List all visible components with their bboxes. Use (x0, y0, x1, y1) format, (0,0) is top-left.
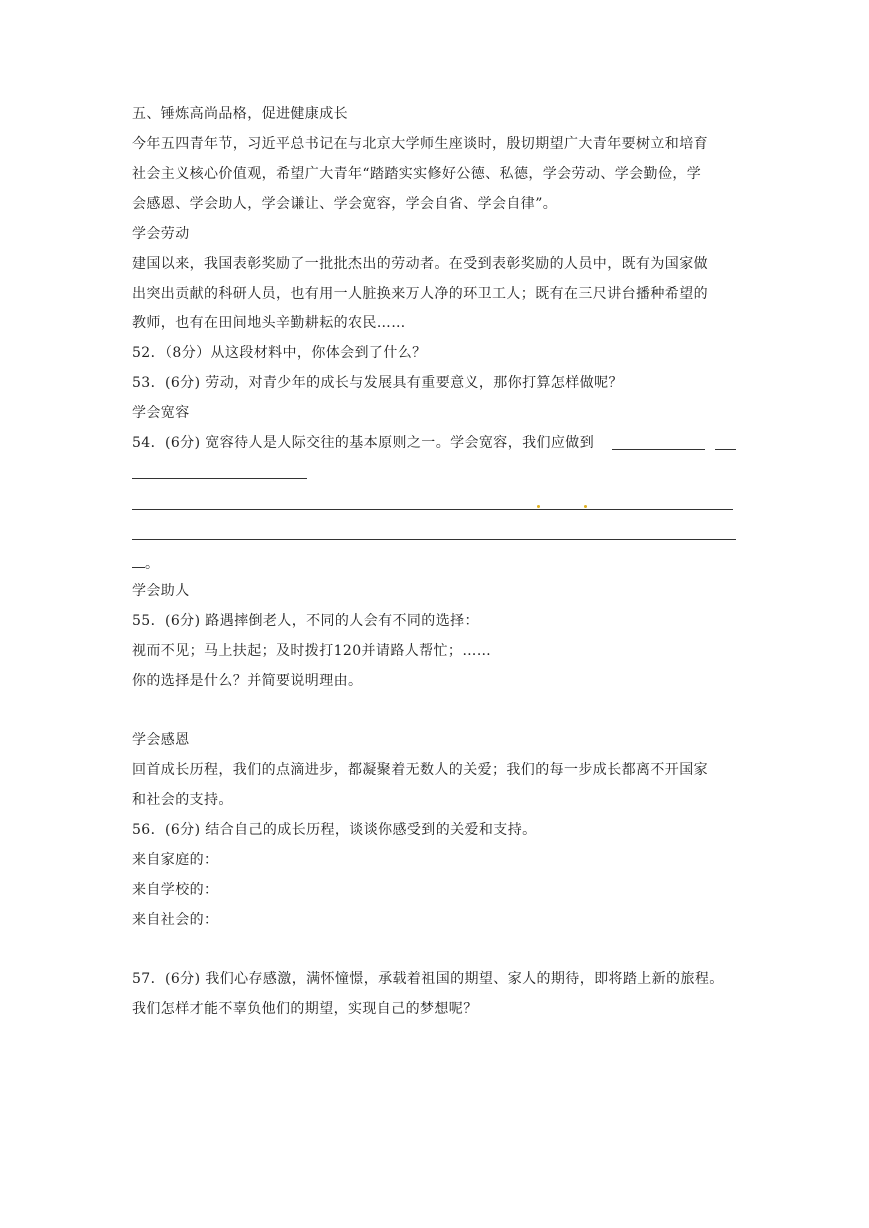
from-society-label: 来自社会的： (132, 912, 219, 928)
gratitude-heading: 学会感恩 (132, 732, 190, 748)
labor-heading: 学会劳动 (132, 226, 190, 242)
answer-blank-54-d[interactable] (132, 509, 733, 510)
question-55-prompt: 你的选择是什么？并简要说明理由。 (132, 673, 363, 689)
answer-blank-54-end (132, 553, 159, 574)
question-54: 54．(6分) 宽容待人是人际交往的基本原则之一。学会宽容，我们应做到 (132, 435, 595, 451)
answer-blank-54-e[interactable] (132, 539, 736, 540)
tolerance-heading: 学会宽容 (132, 405, 190, 421)
from-school-label: 来自学校的： (132, 882, 219, 898)
question-56: 56．(6分) 结合自己的成长历程，谈谈你感受到的关爱和支持。 (132, 822, 537, 838)
labor-line-1: 建国以来，我国表彰奖励了一批批杰出的劳动者。在受到表彰奖励的人员中，既有为国家做 (132, 256, 708, 272)
section-title: 五、锤炼高尚品格，促进健康成长 (132, 106, 348, 122)
labor-line-2: 出突出贡献的科研人员，也有用一人脏换来万人净的环卫工人；既有在三尺讲台播种希望的 (132, 286, 708, 302)
scan-dot (537, 505, 540, 508)
question-55-options: 视而不见；马上扶起；及时拨打120并请路人帮忙；…… (132, 643, 492, 659)
intro-line-1: 今年五四青年节，习近平总书记在与北京大学师生座谈时，殷切期望广大青年要树立和培育 (132, 136, 708, 152)
gratitude-line-1: 回首成长历程，我们的点滴进步，都凝聚着无数人的关爱；我们的每一步成长都离不开国家 (132, 762, 708, 778)
question-57-line-2: 我们怎样才能不辜负他们的期望，实现自己的梦想呢？ (132, 1001, 478, 1017)
question-55: 55．(6分) 路遇摔倒老人，不同的人会有不同的选择： (132, 613, 479, 629)
answer-blank-54-b[interactable] (715, 449, 736, 450)
answer-blank-54-f[interactable] (132, 553, 145, 568)
from-family-label: 来自家庭的： (132, 852, 219, 868)
helping-heading: 学会助人 (132, 583, 190, 599)
intro-line-2: 社会主义核心价值观，希望广大青年“踏踏实实修好公德、私德，学会劳动、学会勤俭，学 (132, 166, 702, 182)
labor-line-3: 教师，也有在田间地头辛勤耕耘的农民…… (132, 315, 406, 331)
q54-period: 。 (145, 556, 160, 572)
intro-line-3: 会感恩、学会助人，学会谦让、学会宽容，学会自省、学会自律”。 (132, 196, 558, 212)
scan-dot (584, 505, 587, 508)
question-53: 53．(6分) 劳动，对青少年的成长与发展具有重要意义，那你打算怎样做呢？ (132, 375, 623, 391)
question-57-line-1: 57．(6分) 我们心存感激，满怀憧憬，承载着祖国的期望、家人的期待，即将踏上新的旅程。 (132, 971, 724, 987)
answer-blank-54-c[interactable] (132, 478, 307, 479)
answer-blank-54-a[interactable] (612, 449, 705, 450)
gratitude-line-2: 和社会的支持。 (132, 792, 233, 808)
question-52: 52．（8分）从这段材料中，你体会到了什么？ (132, 345, 427, 361)
